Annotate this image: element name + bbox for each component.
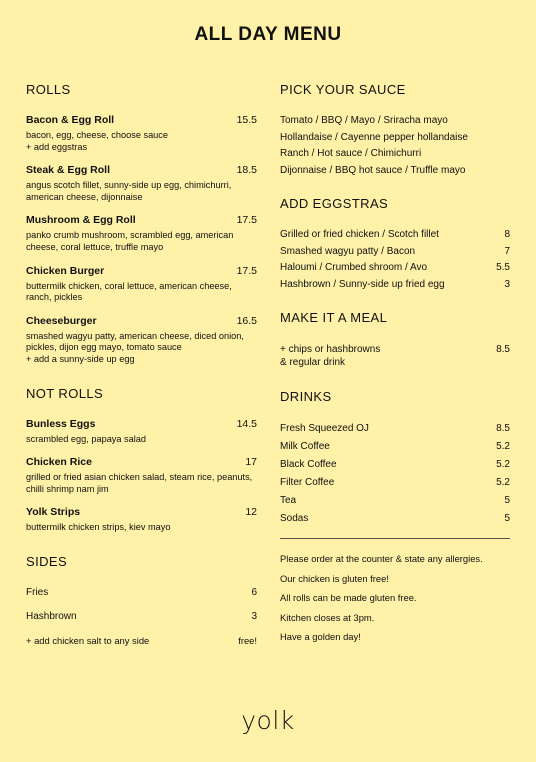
item-description: angus scotch fillet, sunny-side up egg, chimichurri, american cheese, dijonnaise — [26, 180, 232, 202]
item-name: Filter Coffee — [280, 477, 335, 488]
item-description: scrambled egg, papaya salad — [26, 433, 147, 444]
side-item-fries — [26, 586, 257, 599]
section-heading-sides: SIDES — [26, 553, 68, 569]
eggstra-item — [280, 260, 510, 277]
section-heading-rolls: ROLLS — [26, 82, 71, 97]
sauce-line: Tomato / BBQ / Mayo / Sriracha mayo — [280, 115, 448, 126]
section-heading-drinks: DRINKS — [280, 389, 332, 404]
item-price: 3 — [251, 610, 257, 622]
item-description: smashed wagyu patty, american cheese, diced onion, pickles, dijon egg mayo, tomato sauce — [26, 330, 244, 353]
meal-line-2: & regular drink — [280, 357, 346, 368]
note-line: Our chicken is gluten free! — [280, 572, 389, 584]
item-price: 17.5 — [236, 264, 257, 277]
section-heading-meal: MAKE IT A MEAL — [280, 310, 388, 325]
item-description: bacon, egg, cheese, choose sauce — [26, 130, 168, 140]
left-column — [26, 82, 257, 658]
item-price: 3 — [504, 278, 510, 290]
item-name: Steak & Egg Roll — [26, 164, 111, 177]
item-price: 8 — [504, 229, 510, 240]
sauce-line: Dijonnaise / BBQ hot sauce / Truffle mayo — [280, 164, 466, 176]
drink-item — [280, 492, 510, 510]
eggstra-item — [280, 277, 510, 294]
eggstra-item — [280, 227, 510, 244]
menu-item-yolk-strips — [26, 506, 257, 534]
drink-item — [280, 474, 510, 492]
notes — [280, 549, 510, 647]
section-heading-eggstras: ADD EGGSTRAS — [280, 196, 389, 211]
note-line: Have a golden day! — [280, 631, 361, 642]
item-name: Milk Coffee — [280, 441, 330, 452]
item-name: Bacon & Egg Roll — [26, 114, 115, 126]
item-extra: + add a sunny-side up egg — [26, 353, 135, 364]
item-name: Smashed wagyu patty / Bacon — [280, 245, 416, 257]
item-name: + add chicken salt to any side — [26, 634, 150, 646]
item-name: Fresh Squeezed OJ — [280, 423, 369, 434]
meal-item — [280, 343, 510, 369]
note-line: Kitchen closes at 3pm. — [280, 611, 375, 623]
item-price: 8.5 — [496, 423, 510, 434]
item-extra: + add eggstras — [26, 141, 88, 152]
note-line: Please order at the counter & state any allergies. — [280, 553, 483, 564]
item-price: 17 — [245, 456, 257, 469]
item-name: Fries — [26, 586, 49, 598]
drink-item — [280, 420, 510, 438]
menu-item-chicken-rice — [26, 456, 257, 495]
item-name: Chicken Rice — [26, 456, 92, 469]
item-price: 5.5 — [496, 262, 510, 273]
sauce-line: Ranch / Hot sauce / Chimichurri — [280, 148, 422, 159]
item-price: 8.5 — [496, 344, 510, 355]
item-price: 5.2 — [496, 459, 510, 470]
sauce-line: Hollandaise / Cayenne pepper hollandaise — [280, 131, 468, 143]
menu-item-bacon-egg-roll — [26, 114, 257, 153]
divider — [280, 538, 510, 539]
item-description: grilled or fried asian chicken salad, steam rice, peanuts, chilli shrimp nam jim — [26, 472, 253, 494]
yolk-logo: yolk — [241, 706, 295, 735]
item-name: Mushroom & Egg Roll — [26, 214, 136, 227]
right-column — [280, 82, 510, 647]
drink-item — [280, 510, 510, 528]
section-heading-not-rolls: NOT ROLLS — [26, 385, 104, 401]
eggstra-item — [280, 244, 510, 261]
item-name: Hashbrown / Sunny-side up fried egg — [280, 278, 445, 290]
item-name: Tea — [280, 495, 297, 506]
item-name: Haloumi / Crumbed shroom / Avo — [280, 262, 428, 273]
item-name: Yolk Strips — [26, 506, 81, 519]
item-name: Cheeseburger — [26, 314, 97, 327]
item-name: Black Coffee — [280, 459, 337, 470]
item-price: 5 — [504, 495, 510, 506]
section-heading-sauce: PICK YOUR SAUCE — [280, 82, 406, 97]
note-line: All rolls can be made gluten free. — [280, 592, 417, 603]
item-name: Grilled or fried chicken / Scotch fillet — [280, 229, 439, 240]
item-price: 14.5 — [236, 417, 257, 430]
item-price: 17.5 — [236, 214, 257, 227]
item-name: Bunless Eggs — [26, 417, 96, 430]
menu-item-steak-egg-roll — [26, 164, 257, 203]
menu-item-cheeseburger — [26, 315, 257, 366]
side-item-hashbrown — [26, 610, 257, 623]
meal-line-1: + chips or hashbrowns — [280, 344, 381, 355]
item-price: 15.5 — [236, 114, 257, 126]
item-price: 5.2 — [496, 441, 510, 452]
item-name: Chicken Burger — [26, 264, 105, 277]
item-price: 5 — [504, 513, 510, 524]
eggstras-list — [280, 227, 510, 293]
menu-item-chicken-burger — [26, 265, 257, 304]
item-price: free! — [238, 634, 257, 646]
item-price: 16.5 — [236, 314, 257, 327]
item-price: 5.2 — [496, 477, 510, 488]
page-title: ALL DAY MENU — [194, 24, 342, 45]
drink-item — [280, 438, 510, 456]
drinks-list — [280, 420, 510, 528]
item-name: Hashbrown — [26, 610, 77, 622]
sauce-list — [280, 113, 510, 179]
item-price: 18.5 — [236, 164, 257, 177]
item-price: 12 — [245, 506, 257, 519]
item-description: buttermilk chicken, coral lettuce, american cheese, ranch, pickles — [26, 280, 232, 303]
item-description: panko crumb mushroom, scrambled egg, american cheese, coral lettuce, truffle mayo — [26, 230, 234, 252]
item-price: 7 — [504, 245, 510, 257]
side-item-chicken-salt — [26, 634, 257, 647]
drink-item — [280, 456, 510, 474]
item-description: buttermilk chicken strips, kiev mayo — [26, 522, 171, 533]
menu-item-mushroom-egg-roll — [26, 214, 257, 253]
item-price: 6 — [251, 586, 257, 598]
menu-item-bunless-eggs — [26, 418, 257, 446]
item-name: Sodas — [280, 513, 309, 524]
